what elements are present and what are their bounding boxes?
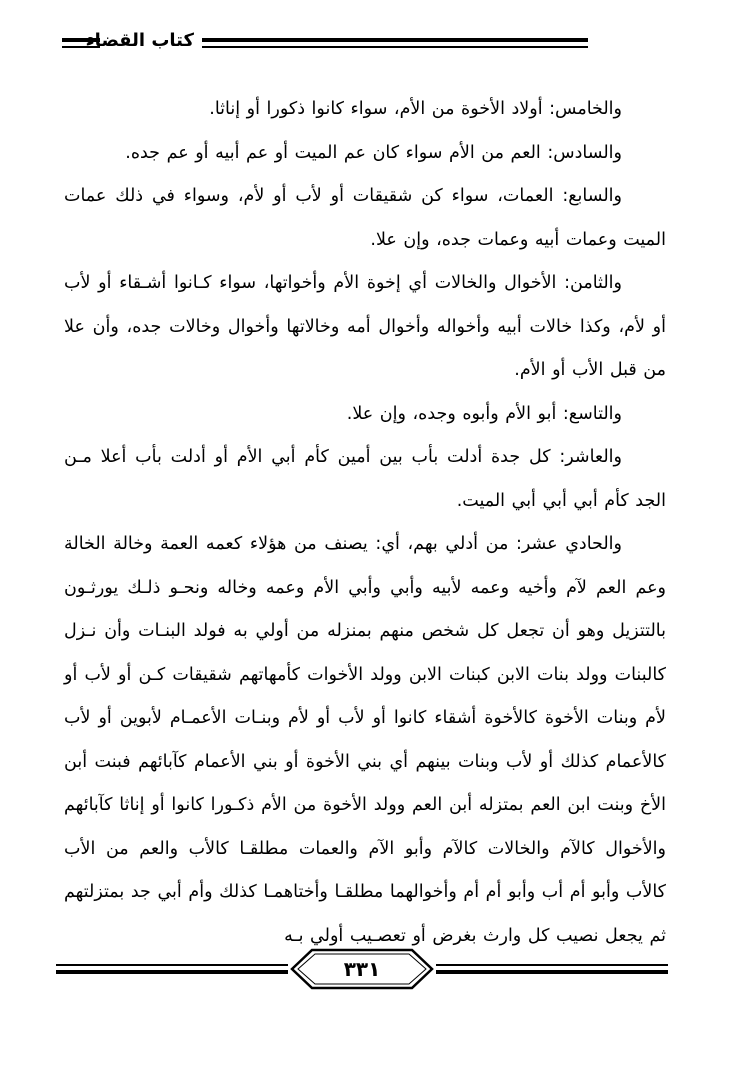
page-body (64, 88, 666, 958)
paragraph-ninth: والتاسع: أبو الأم وأبوه وجده، وإن علا. (346, 403, 622, 424)
page-footer (56, 940, 668, 1000)
paragraph-fifth: والخامس: أولاد الأخوة من الأم، سواء كانوا ذكورا أو إناثا. (209, 99, 622, 119)
header-rule-right (202, 38, 588, 48)
footer-rule-left (56, 964, 288, 974)
page-number-ornament (288, 946, 436, 992)
paragraph-sixth: والسادس: العم من الأم سواء كان عم الميت أو عم أبيه أو عم جده. (125, 142, 622, 163)
running-header (62, 30, 702, 58)
paragraph-eleventh: والحادي عشر: من أدلي بهم، أي: يصنف من هؤلاء كعمه العمة وخالة الخالة وعم العم لآم وأخيه وعمه لأبيه وأبي وأبي الأم وعمه وخاله ونحـو ذلـك يورثـون بالتتزيل وهو أن تجعل كل شخص منهم بمنزله من أولي به فولد البنـات وأن نـزل كالبنات وولد بنات الابن كبنات الابن وولد الأخوات كأمهاتهم شقيقات كـن أو لأب أو لأم وبنات الأخوة كالأخوة أشقاء كانوا أو لأب أو لأم وبنـات الأعمـام لأبوين أو لأب كالأعمام كذلك أو لأب وبنات بينهم أي بني الأخوة أو بني الأعمام كآبائهم فبنت أبن الأخ وبنت ابن العم بمتزله أبن العم وولد الأخوة من الأم ذكـورا كانوا أو إناثا كآبائهم والأخوال كالآم والخالات كالآم وأبو الآم والعمات مطلقـا كالأب والعم من الأب كالأب وأبو أم أب وأبو أم أم وأخوالهما مطلقـا وأختاهمـا كذلك وأم أبي جد بمتزلتهم ثم يجعل نصيب كل وارث بغرض أو تعصـيب أولي بـه (64, 534, 666, 946)
book-title: كتاب القضاء (85, 30, 194, 51)
paragraph-seventh: والسابع: العمات، سواء كن شقيقات أو لأب أو لأم، وسواء في ذلك عمات الميت وعمات أبيه وعمات جده، وإن علا. (64, 186, 666, 250)
page-number: ٣٣١ (343, 957, 381, 981)
paragraph-tenth: والعاشر: كل جدة أدلت بأب بين أمين كأم أبي الأم أو أدلت بأب أعلا مـن الجد كأم أبي أبي أبي الميت. (64, 447, 666, 511)
paragraph-eighth: والثامن: الأخوال والخالات أي إخوة الأم وأخواتها، سواء كـانوا أشـقاء أو لأب أو لأم، وكذا خالات أبيه وأخواله وأخوال أمه وخالاتها وأخوال وخالات جده، وأن علا من قبل الأب أو الأم. (64, 273, 666, 380)
footer-rule-right (436, 964, 668, 974)
